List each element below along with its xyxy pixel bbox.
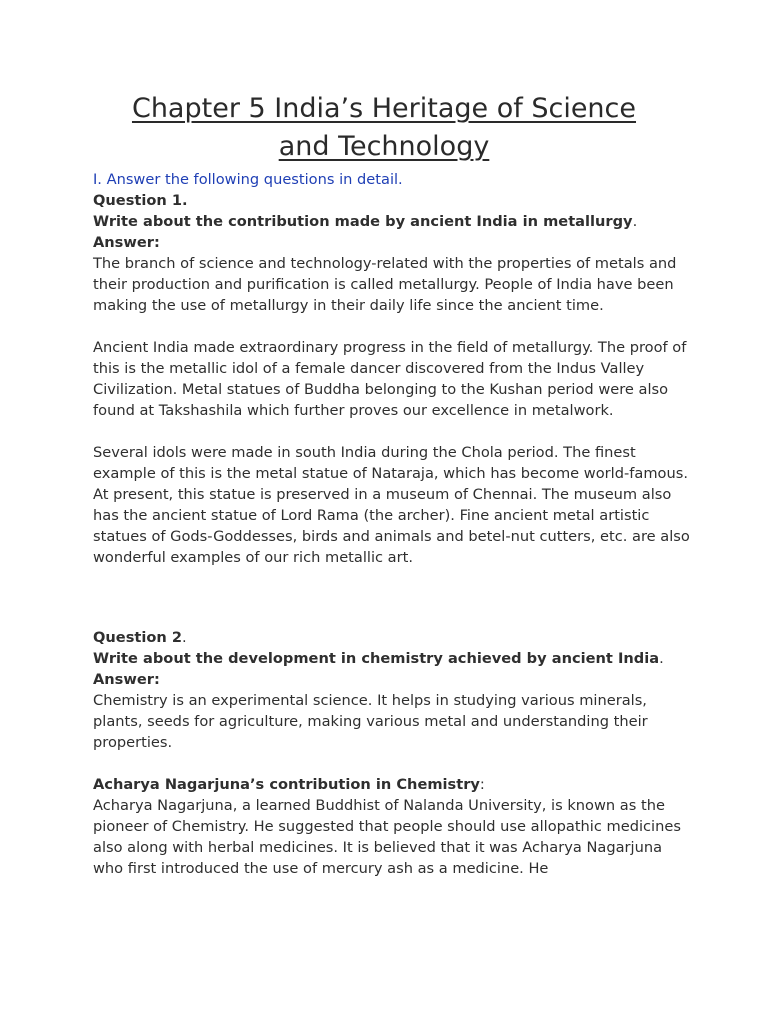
document-body xyxy=(93,169,693,879)
answer-2-label: Answer: xyxy=(93,671,160,688)
question-2-period: . xyxy=(659,650,664,667)
question-1-period: . xyxy=(632,213,638,230)
spacer xyxy=(93,421,693,442)
question-2-text-line xyxy=(93,648,693,669)
question-2-label: Question 2 xyxy=(93,629,183,646)
question-1-label: Question 1. xyxy=(93,192,188,209)
nagarjuna-subheading: Acharya Nagarjuna’s contribution in Chemistry xyxy=(93,776,480,793)
spacer xyxy=(93,568,693,627)
answer-2-paragraph-1: Chemistry is an experimental science. It helps in studying various minerals, plants, seeds for agriculture, making various metal and understanding their properties. xyxy=(93,692,648,751)
chapter-title xyxy=(60,90,708,166)
question-2-text: Write about the development in chemistry achieved by ancient India xyxy=(93,650,660,667)
answer-1-paragraph-2: Ancient India made extraordinary progress in the field of metallurgy. The proof of this is the metallic idol of a female dancer discovered from the Indus Valley Civilization. Metal statues of Buddha belonging to the Kushan period were also found at Takshashila which further proves our excellence in metalwork. xyxy=(93,339,687,419)
spacer xyxy=(93,316,693,337)
instruction-text: I. Answer the following questions in detail. xyxy=(93,171,403,188)
question-1-text: Write about the contribution made by ancient India in metallurgy xyxy=(93,213,633,230)
question-1-text-line xyxy=(93,211,693,232)
question-2-label-period: . xyxy=(182,629,187,646)
answer-1-paragraph-3: Several idols were made in south India during the Chola period. The finest example of this is the metal statue of Nataraja, which has become world-famous. At present, this statue is preserved in a museum of Chennai. The museum also has the ancient statue of Lord Rama (the archer). Fine ancient metal artistic statues of Gods-Goddesses, birds and animals and betel-nut cutters, etc. are also wonderful examples of our rich metallic art. xyxy=(93,444,690,566)
subheading-line xyxy=(93,774,693,795)
answer-2-paragraph-2: Acharya Nagarjuna, a learned Buddhist of Nalanda University, is known as the pioneer of Chemistry. He suggested that people should use allopathic medicines also along with herbal medicines. It is believed that it was Acharya Nagarjuna who first introduced the use of mercury ash as a medicine. He xyxy=(93,797,681,877)
chapter-title-line-1: Chapter 5 India’s Heritage of Science xyxy=(131,93,637,124)
answer-1-paragraph-1: The branch of science and technology-related with the properties of metals and their production and purification is called metallurgy. People of India have been making the use of metallurgy in their daily life since the ancient time. xyxy=(93,255,677,314)
answer-1-label: Answer: xyxy=(93,234,160,251)
question-2-label-line xyxy=(93,627,693,648)
spacer xyxy=(93,753,693,774)
subheading-colon: : xyxy=(479,776,485,793)
chapter-title-line-2: and Technology xyxy=(278,131,490,162)
